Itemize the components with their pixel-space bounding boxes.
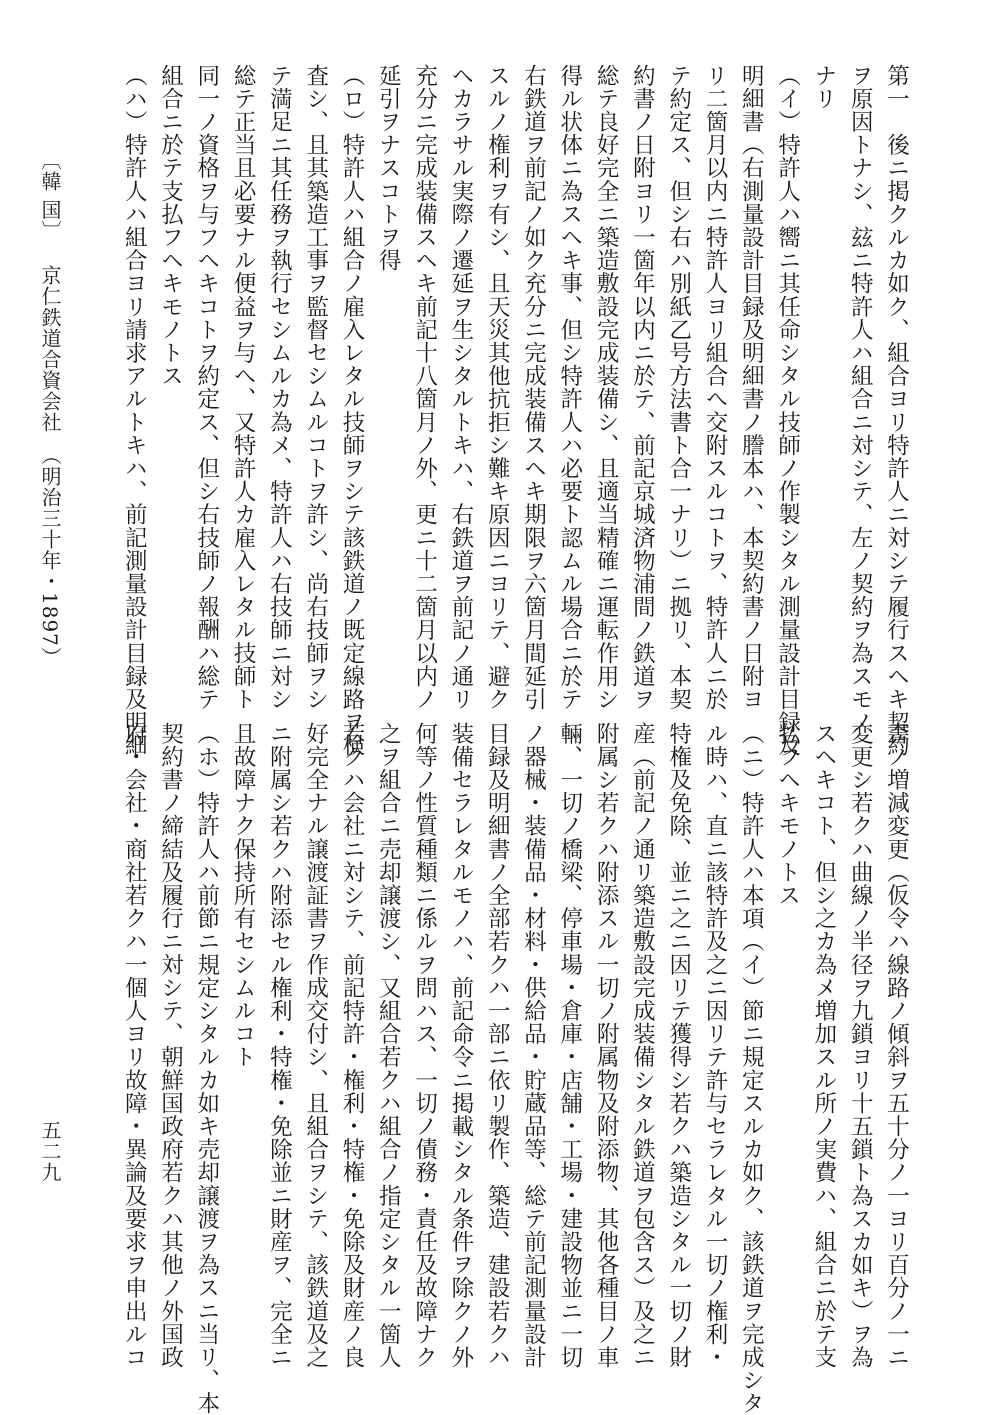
text-line: 第一 後ニ掲クルカ如ク、組合ヨリ特許人ニ対シテ履行スヘキ契約 [883, 64, 910, 757]
text-line: 払フヘキモノトス [774, 722, 801, 907]
text-line: テ満足ニ其任務ヲ執行セシムルカ為メ、特許人ハ右技師ニ対シ [266, 64, 293, 711]
text-line: 延引ヲナスコトヲ得 [375, 64, 402, 272]
text-line: （ハ）特許人ハ組合ヨリ請求アルトキハ、前記測量設計目録及明細 [121, 64, 148, 757]
text-line: 同一ノ資格ヲ与フヘキコトヲ約定ス、但シ右技師ノ報酬ハ総テ [193, 64, 220, 711]
text-line: 右鉄道ヲ前記ノ如ク充分ニ完成装備スヘキ期限ヲ六箇月間延引 [520, 64, 547, 711]
text-line: 好完全ナル譲渡証書ヲ作成交付シ、且組合ヲシテ、該鉄道及之 [302, 722, 329, 1369]
text-line: 且故障ナク保持所有セシムルコト [230, 722, 257, 1069]
text-line: 産（前記ノ通リ築造敷設完成装備シタル鉄道ヲ包含ス）及之ニ [629, 722, 656, 1369]
page-number: 五二九 [38, 1120, 62, 1183]
text-line: 輛、一切ノ橋梁、停車場・倉庫・店舗・工場・建設物並ニ一切 [556, 722, 583, 1369]
text-line: スルノ権利ヲ有シ、且天災其他抗拒シ難キ原因ニヨリテ、避ク [484, 64, 511, 711]
text-line: 組合ニ於テ支払フヘキモノトス [157, 64, 184, 388]
text-line: 総テ正当且必要ナル便益ヲ与へ、又特許人カ雇入レタル技師ト [230, 64, 257, 711]
text-line: 附属シ若クハ附添スル一切ノ附属物及附添物、其他各種目ノ車 [593, 722, 620, 1369]
text-line: （イ）特許人ハ嚮ニ其任命シタル技師ノ作製シタル測量設計目録及 [774, 64, 801, 757]
text-line: ル時ハ、直ニ該特許及之ニ因リテ許与セラレタル一切ノ権利・ [702, 722, 728, 1369]
text-line: 目録及明細書ノ全部若クハ一部ニ依リ製作、築造、建設若クハ [484, 722, 511, 1369]
text-line: 明細書（右測量設計目録及明細書ノ謄本ハ、本契約書ノ日附ヨ [738, 64, 765, 711]
text-line: リ二箇月以内ニ特許人ヨリ組合へ交附スルコトヲ、特許人ニ於 [702, 64, 728, 711]
footer-country: 〔韓 国〕 [38, 150, 62, 242]
footer-company: 京仁鉄道合資会社 [38, 265, 62, 433]
text-line: スヘキコト、但シ之カ為メ増加スル所ノ実費ハ、組合ニ於テ支 [810, 722, 837, 1369]
text-line: 変更シ若クハ曲線ノ半径ヲ九鎖ヨリ十五鎖ト為スカ如キ）ヲ為 [847, 722, 874, 1369]
text-line: （ホ）特許人ハ前節ニ規定シタルカ如キ売却譲渡ヲ為スニ当リ、本 [193, 722, 220, 1415]
footer-era: （明治三十年・1897） [38, 445, 62, 668]
text-line: ナリ [810, 64, 837, 111]
text-line: （ニ）特許人ハ本項（イ）節ニ規定スルカ如ク、該鉄道ヲ完成シタ [738, 722, 765, 1415]
text-line: 特権及免除、並ニ之ニ因リテ獲得シ若クハ築造シタル一切ノ財 [665, 722, 692, 1369]
text-line: （ロ）特許人ハ組合ノ雇入レタル技師ヲシテ該鉄道ノ既定線路ヲ検 [339, 64, 365, 757]
text-line: 総テ良好完全ニ築造敷設完成装備シ、且適当精確ニ運転作用シ [593, 64, 620, 711]
text-line: 装備セラレタルモノハ、前記命令ニ掲載シタル条件ヲ除クノ外 [447, 722, 474, 1369]
text-line: 書ノ増減変更（仮令ハ線路ノ傾斜ヲ五十分ノ一ヨリ百分ノ一ニ [883, 722, 910, 1369]
text-line: 得ル状体ニ為スヘキ事、但シ特許人ハ必要ト認ムル場合ニ於テ [556, 64, 583, 711]
text-line: ヲ原因トナシ、玆ニ特許人ハ組合ニ対シテ、左ノ契約ヲ為スモノ [847, 64, 874, 734]
text-line: 充分ニ完成装備スヘキ前記十八箇月ノ外、更ニ十二箇月以内ノ [411, 64, 438, 711]
text-line: テ約定ス、但シ右ハ別紙乙号方法書ト合一ナリ）ニ拠リ、本契 [665, 64, 692, 711]
text-line: ノ器械・装備品・材料・供給品・貯蔵品等、総テ前記測量設計 [520, 722, 547, 1369]
text-line: 契約書ノ締結及履行ニ対シテ、朝鮮国政府若クハ其他ノ外国政 [157, 722, 184, 1369]
text-line: 査シ、且其築造工事ヲ監督セシムルコトヲ許シ、尚右技師ヲシ [302, 64, 329, 711]
text-line: ヘカラサル実際ノ遷延ヲ生シタルトキハ、右鉄道ヲ前記ノ通リ [447, 64, 474, 711]
text-line: 府・会社・商社若クハ一個人ヨリ故障・異論及要求ヲ申出ルコ [121, 722, 148, 1369]
text-line: 之ヲ組合ニ売却譲渡シ、又組合若クハ組合ノ指定シタル一箇人 [375, 722, 402, 1369]
text-line: ニ附属シ若クハ附添セル権利・特権・免除並ニ財産ヲ、完全ニ [266, 722, 293, 1369]
text-line: 何等ノ性質種類ニ係ルヲ問ハス、一切ノ債務・責任及故障ナク [411, 722, 438, 1369]
text-line: 若クハ会社ニ対シテ、前記特許・権利・特権・免除及財産ノ良 [339, 722, 365, 1369]
text-line: 約書ノ日附ヨリ一箇年以内ニ於テ、前記京城済物浦間ノ鉄道ヲ [629, 64, 656, 711]
